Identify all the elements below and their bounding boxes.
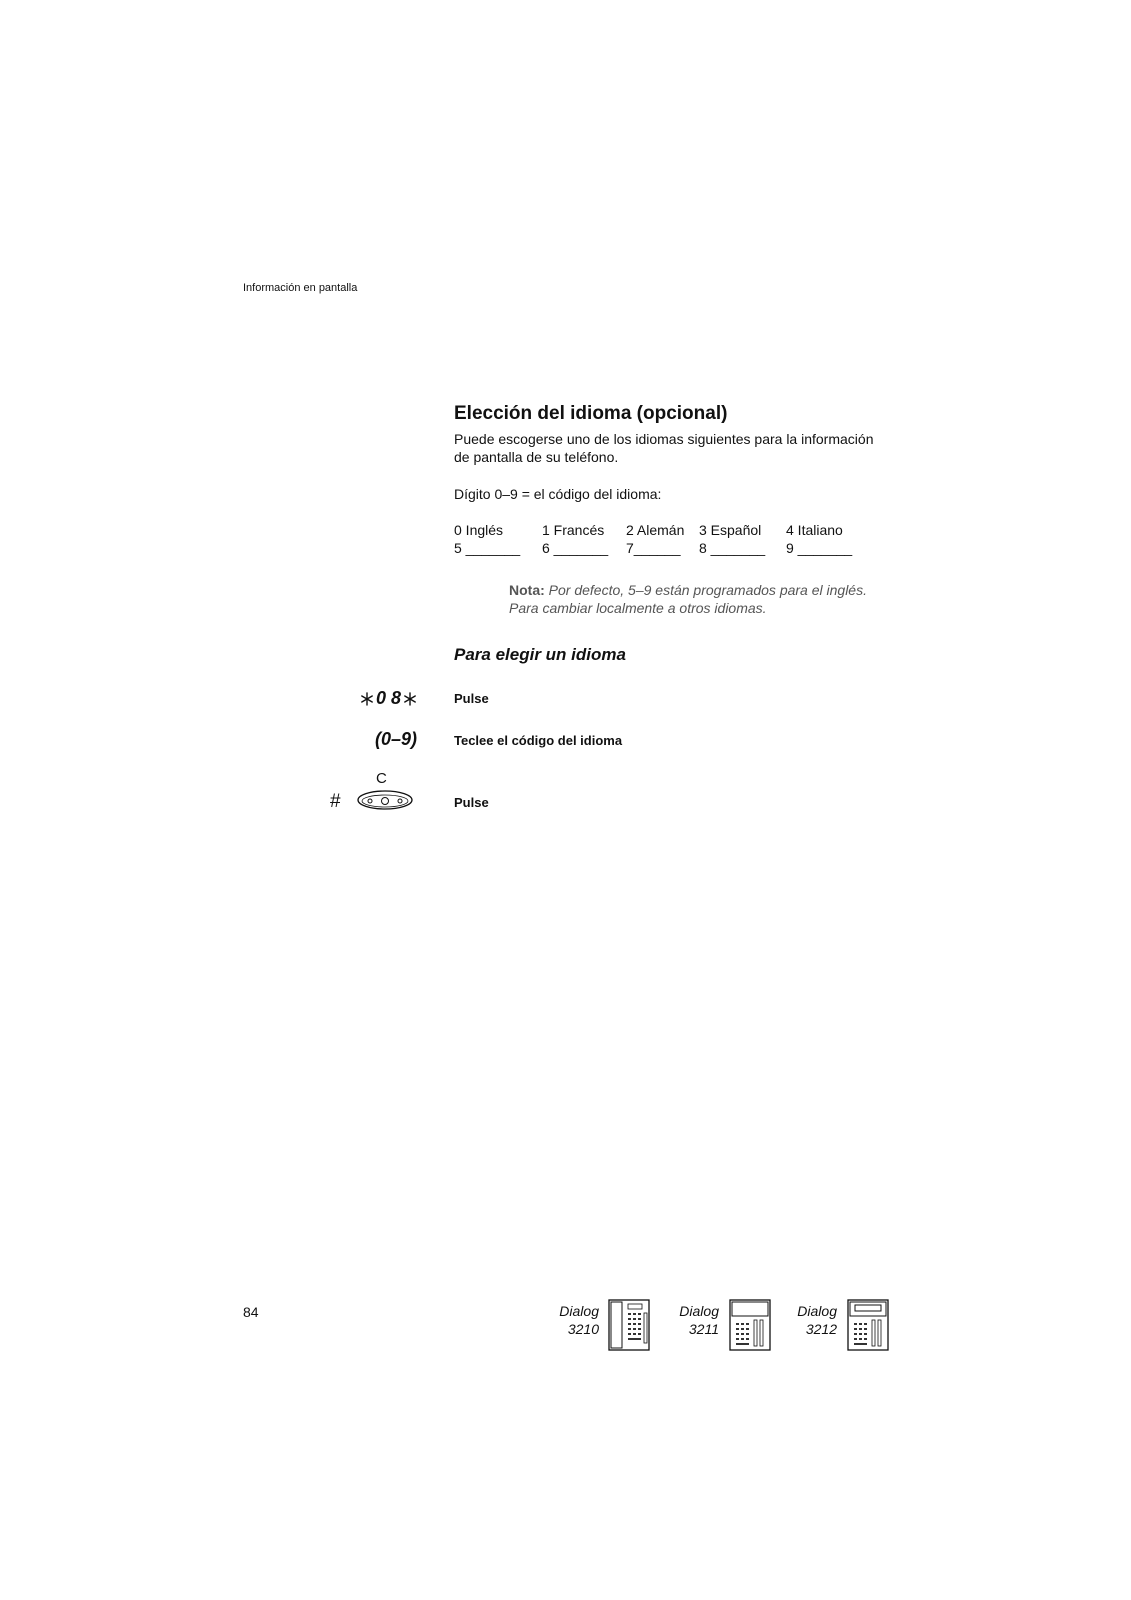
- page-number: 84: [243, 1304, 259, 1320]
- language-cell: 2 Alemán: [626, 522, 685, 538]
- star-key-icon: [360, 692, 374, 706]
- note-line-2: Para cambiar localmente a otros idiomas.: [509, 600, 767, 616]
- star-08-star-key: [352, 688, 417, 709]
- model-label-3210: [539, 1302, 599, 1338]
- page-title: Elección del idioma (opcional): [454, 403, 728, 424]
- key-digits: 0 8: [375, 688, 401, 708]
- phone-3212-icon: [847, 1299, 889, 1351]
- note-box: [509, 581, 867, 617]
- digit-line: Dígito 0–9 = el código del idioma:: [454, 486, 662, 502]
- model-number: 3212: [805, 1321, 837, 1337]
- language-cell: 6 _______: [542, 540, 609, 556]
- step-1-text: Pulse: [454, 691, 489, 706]
- model-number: 3210: [567, 1321, 599, 1337]
- model-number: 3211: [688, 1321, 719, 1337]
- star-key-icon: [403, 692, 417, 706]
- digit-range-key: (0–9): [374, 729, 417, 749]
- note-label: Nota:: [509, 582, 545, 598]
- language-cell: 0 Inglés: [454, 522, 504, 538]
- model-name: Dialog: [679, 1303, 719, 1319]
- note-line-1: Por defecto, 5–9 están programados para el inglés.: [548, 582, 867, 598]
- language-cell: 3 Español: [699, 522, 762, 538]
- step-3-text: Pulse: [454, 795, 489, 810]
- phone-3211-icon: [729, 1299, 771, 1351]
- intro-line-1: Puede escogerse uno de los idiomas siguientes para la información: [454, 431, 874, 447]
- model-label-3212: [777, 1302, 837, 1338]
- intro-paragraph: [454, 430, 873, 466]
- section-header: Información en pantalla: [243, 282, 358, 294]
- clear-key-icon: [356, 789, 414, 811]
- phone-3210-icon: [608, 1299, 650, 1351]
- intro-line-2: de pantalla de su teléfono.: [454, 449, 619, 465]
- model-label-3211: [659, 1302, 719, 1338]
- clear-key-label: C: [376, 770, 387, 787]
- model-name: Dialog: [559, 1303, 599, 1319]
- language-cell: 8 _______: [699, 540, 766, 556]
- hash-key-icon: #: [330, 791, 341, 812]
- language-cell: 5 _______: [454, 540, 521, 556]
- language-cell: 7______: [626, 540, 681, 556]
- language-cell: 9 _______: [786, 540, 853, 556]
- model-name: Dialog: [797, 1303, 837, 1319]
- language-cell: 1 Francés: [542, 522, 605, 538]
- procedure-title: Para elegir un idioma: [454, 645, 626, 664]
- step-2-text: Teclee el código del idioma: [454, 733, 623, 748]
- language-cell: 4 Italiano: [786, 522, 843, 538]
